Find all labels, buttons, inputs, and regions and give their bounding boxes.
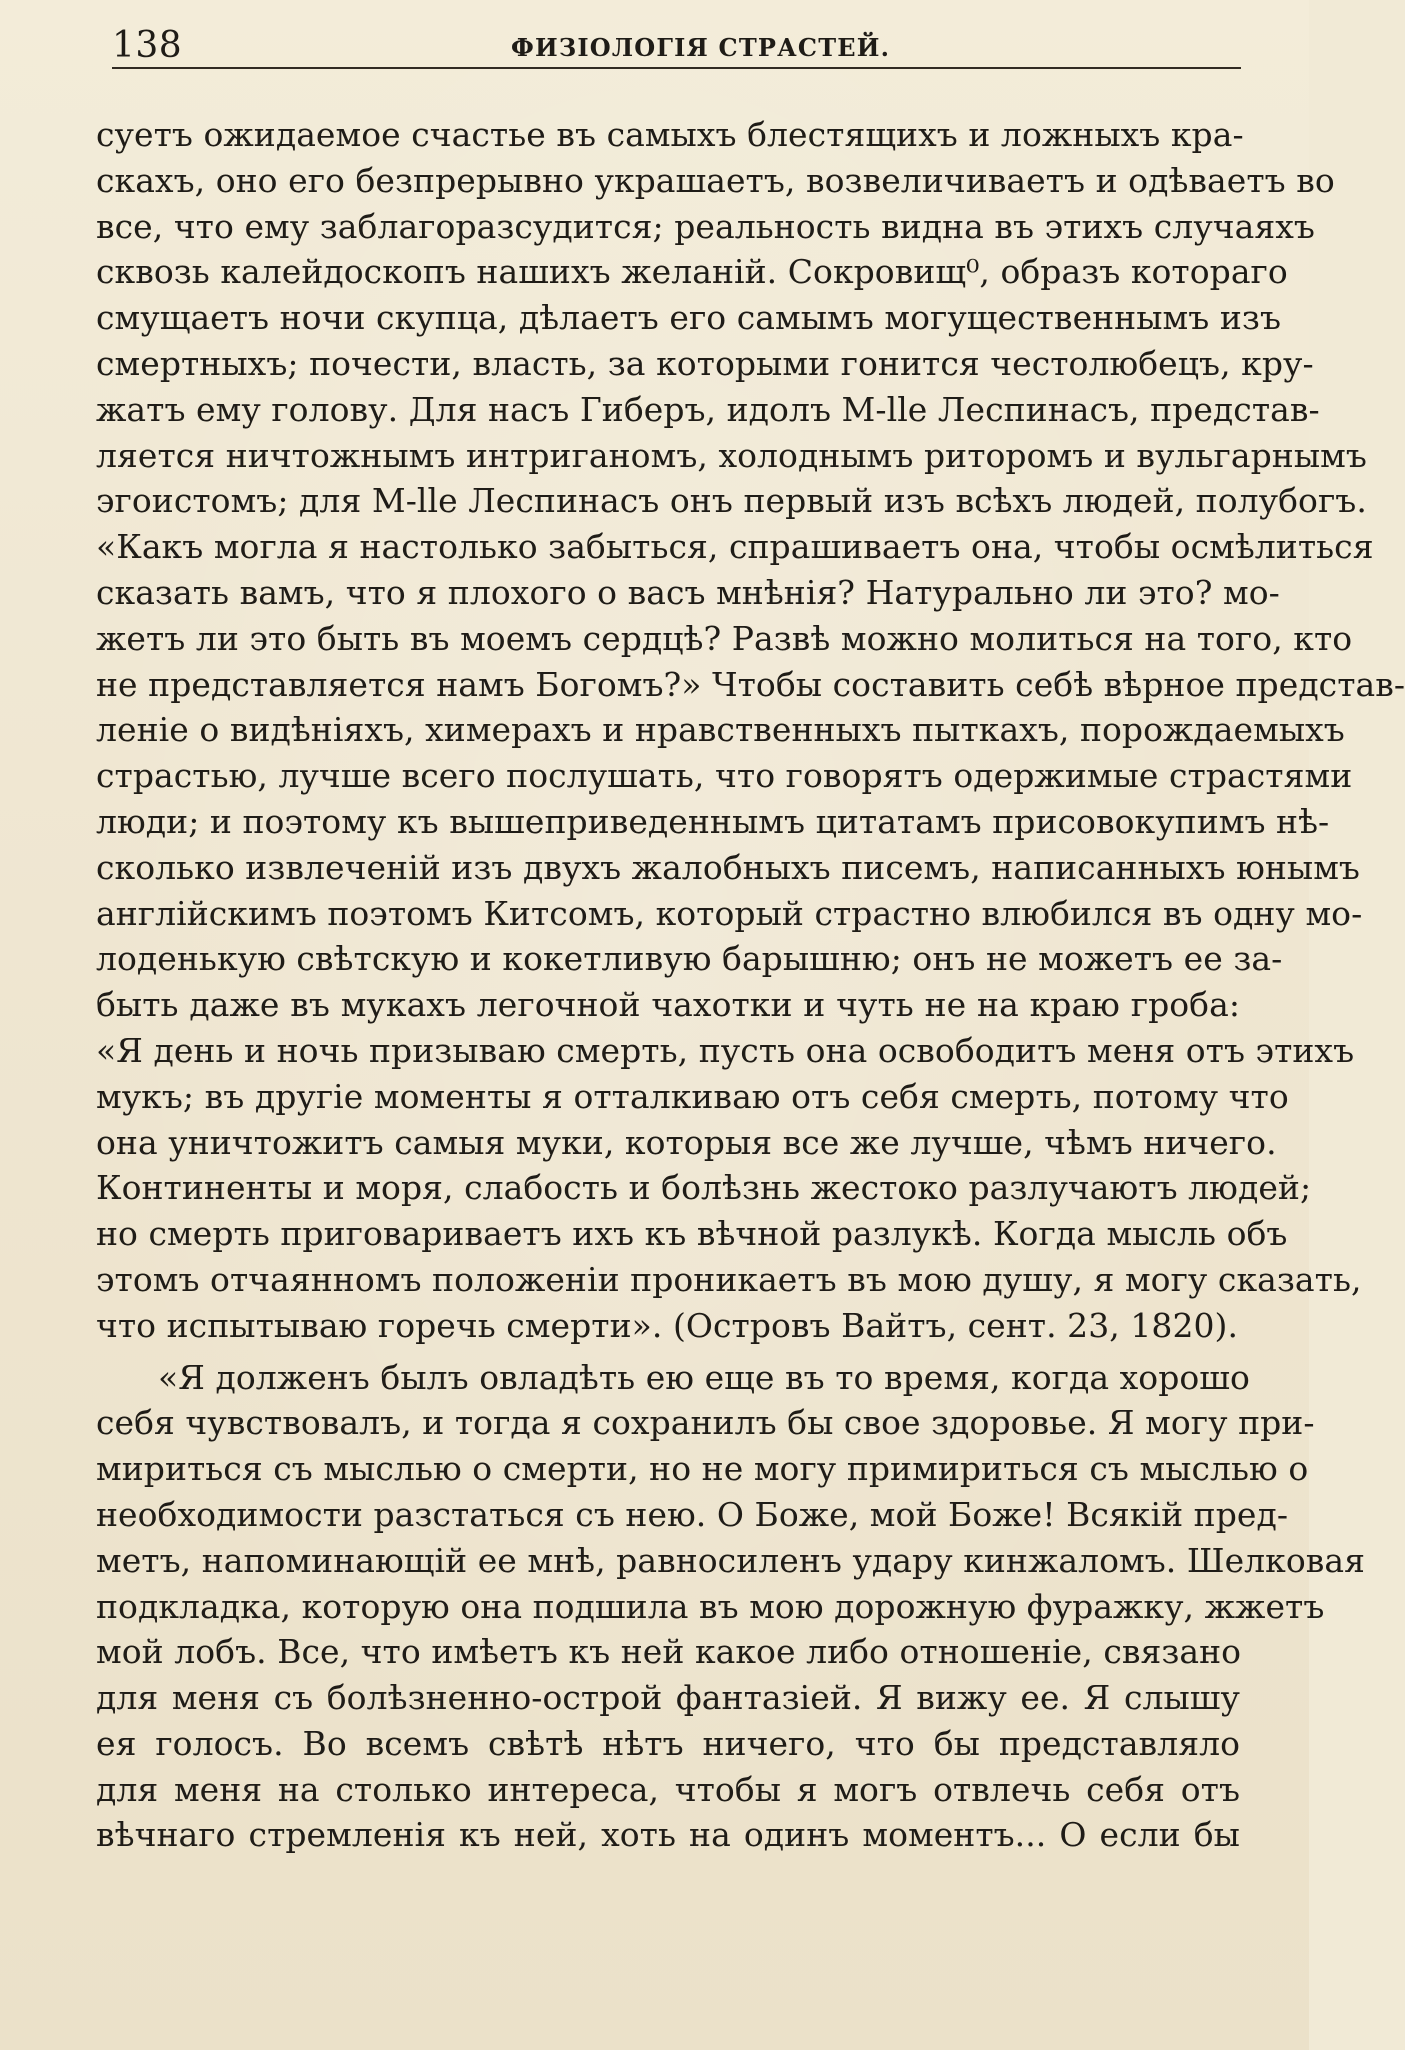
text-line: необходимости разстаться съ нею. О Боже, мой Боже! Всякій пред- xyxy=(96,1494,1289,1534)
text-line: скахъ, оно его безпрерывно украшаетъ, возвеличиваетъ и одѣваетъ во xyxy=(96,160,1335,200)
text-line: смертныхъ; почести, власть, за которыми гонится честолюбецъ, кру- xyxy=(96,343,1314,383)
text-line: не представляется намъ Богомъ?» Чтобы составить себѣ вѣрное представ- xyxy=(96,664,1405,704)
text-line: мукъ; въ другіе моменты я отталкиваю отъ себя смерть, потому что xyxy=(96,1076,1289,1116)
text-line: вѣчнаго стремленія къ ней, хоть на одинъ моментъ... О если бы xyxy=(96,1815,1240,1855)
text-line: мой лобъ. Все, что имѣетъ къ ней какое либо отношеніе, связано xyxy=(96,1632,1242,1672)
text-line: лоденькую свѣтскую и кокетливую барышню; онъ не можетъ ее за- xyxy=(96,939,1283,979)
text-line: смущаетъ ночи скупца, дѣлаетъ его самымъ могущественнымъ изъ xyxy=(96,298,1281,338)
page-header xyxy=(96,24,1240,72)
text-line: «Я долженъ былъ овладѣть ею еще въ то время, когда хорошо xyxy=(158,1357,1250,1397)
text-line: жатъ ему голову. Для насъ Гиберъ, идолъ M-lle Леспинасъ, представ- xyxy=(96,389,1320,429)
text-line: этомъ отчаянномъ положеніи проникаетъ въ мою душу, я могу сказать, xyxy=(96,1259,1362,1299)
text-line: ея голосъ. Во всемъ свѣтѣ нѣтъ ничего, что бы представляло xyxy=(96,1723,1240,1763)
page-number: 138 xyxy=(112,25,183,66)
text-line: жетъ ли это быть въ моемъ сердцѣ? Развѣ можно молиться на того, кто xyxy=(96,618,1353,658)
text-line: быть даже въ мукахъ легочной чахотки и чуть не на краю гроба: xyxy=(96,985,1240,1025)
text-line: для меня съ болѣзненно-острой фантазіей. Я вижу ее. Я слышу xyxy=(96,1678,1240,1718)
running-head: ФИЗІОЛОГІЯ СТРАСТЕЙ. xyxy=(511,33,891,62)
text-line: страстью, лучше всего послушать, что говорятъ одержимые страстями xyxy=(96,756,1353,796)
text-line: себя чувствовалъ, и тогда я сохранилъ бы свое здоровье. Я могу при- xyxy=(96,1403,1315,1443)
text-line: сказать вамъ, что я плохого о васъ мнѣнія? Натурально ли это? мо- xyxy=(96,572,1280,612)
text-line: подкладка, которую она подшила въ мою дорожную фуражку, жжетъ xyxy=(96,1586,1325,1626)
text-line: сколько извлеченій изъ двухъ жалобныхъ писемъ, написанныхъ юнымъ xyxy=(96,847,1360,887)
text-line: люди; и поэтому къ вышеприведеннымъ цитатамъ присовокупимъ нѣ- xyxy=(96,801,1330,841)
body-text xyxy=(96,112,1405,1858)
text-line: англійскимъ поэтомъ Китсомъ, который страстно влюбился въ одну мо- xyxy=(96,893,1363,933)
text-line: все, что ему заблагоразсудится; реальность видна въ этихъ случаяхъ xyxy=(96,206,1315,246)
text-line: ляется ничтожнымъ интриганомъ, холоднымъ риторомъ и вульгарнымъ xyxy=(96,435,1367,475)
text-line: но смерть приговариваетъ ихъ къ вѣчной разлукѣ. Когда мысль объ xyxy=(96,1214,1288,1254)
text-line: она уничтожитъ самыя муки, которыя все же лучше, чѣмъ ничего. xyxy=(96,1122,1277,1162)
text-line: эгоистомъ; для M-lle Леспинасъ онъ первый изъ всѣхъ людей, полубогъ. xyxy=(96,481,1367,521)
text-line: «Я день и ночь призываю смерть, пусть она освободитъ меня отъ этихъ xyxy=(96,1030,1355,1070)
text-line: леніе о видѣніяхъ, химерахъ и нравственныхъ пыткахъ, порождаемыхъ xyxy=(96,710,1345,750)
text-line: мириться съ мыслью о смерти, но не могу примириться съ мыслью о xyxy=(96,1449,1309,1489)
text-line: сквозь калейдоскопъ нашихъ желаній. Сокровищ⁰, образъ котораго xyxy=(96,252,1288,292)
text-line: метъ, напоминающій ее мнѣ, равносиленъ удару кинжаломъ. Шелковая xyxy=(96,1540,1365,1580)
header-rule xyxy=(112,67,1241,69)
text-line: Континенты и моря, слабость и болѣзнь жестоко разлучаютъ людей; xyxy=(96,1168,1312,1208)
text-line: суетъ ожидаемое счастье въ самыхъ блестящихъ и ложныхъ кра- xyxy=(96,115,1244,154)
text-line: что испытываю горечь смерти». (Островъ Вайтъ, сент. 23, 1820). xyxy=(96,1305,1239,1345)
text-line: «Какъ могла я настолько забыться, спрашиваетъ она, чтобы осмѣлиться xyxy=(96,527,1374,567)
text-line: для меня на столько интереса, чтобы я могъ отвлечь себя отъ xyxy=(96,1769,1240,1809)
